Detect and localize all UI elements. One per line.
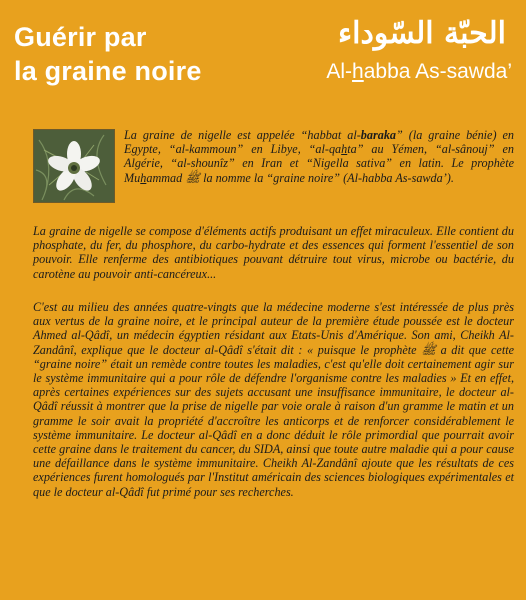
translit-prefix: Al- xyxy=(326,60,353,83)
p1-text-1: La graine de nigelle est appelée “habbat al- xyxy=(124,128,361,142)
p1-text-2: ” (la graine bénie) en Egypte, “al-kammoun” en Libye, “al-qa xyxy=(124,128,515,157)
transliteration xyxy=(326,60,512,84)
page-title xyxy=(14,20,202,88)
title-line-2: la graine noire xyxy=(14,56,202,86)
composition-paragraph: La graine de nigelle se compose d'éléments actifs produisant un effet miraculeux. Elle contient du phosphate, du fer, du phosphore, du carbo-hydrate et des essences qui forment l'essentiel de son pouvoir. Elle renferme des antibiotiques pouvant détruire tout virus, microbe ou bactérie, du carotène au pouvoir anti-cancéreux... xyxy=(33,224,514,281)
p1-text-3: ta” au Yémen, “al-sânouj” en Algérie, “al-shounîz” en Iran et “Nigella sativa” en latin. Le prophète Mu xyxy=(124,142,514,185)
intro-paragraph xyxy=(124,128,514,185)
p1-text-4: ammad ﷺ la nomme la “graine noire” (Al-habba As-sawda’). xyxy=(146,170,454,185)
research-paragraph: C'est au milieu des années quatre-vingts que la médecine moderne s'est intéressée de plus près aux vertus de la graine noire, et le principal auteur de la première étude poussée est le docteur Ahmed al-Qâdî, un médecin égyptien résidant aux Etats-Unis d'Amérique. Son ami, Cheikh Al-Zandânî, explique que le docteur al-Qâdî s'était dit : « puisque le prophète ﷺ a dit que cette “graine noire” était un remède contre toutes les maladies, c'est qu'elle doit certainement agir sur le système immunitaire qui a pour rôle de défendre l'organisme contre les maladies » Et en effet, après certaines expériences sur des sujets accusant une insuffisance immunitaire, le docteur al-Qâdî réussit à montrer que la prise de nigelle par voie orale à raison d'un gramme le matin et un gramme le soir avait la propriété d'accroître les anticorps et de renforcer considérablement le système immunitaire. Le docteur al-Qâdî en a donc déduit le rôle primordial que pourrait avoir cette graine dans le traitement du cancer, du SIDA, ainsi que toute autre maladie qui a pour cause une défaillance dans le système immunitaire. Cheikh Al-Zandânî ajoute que les résultats de ces expériences furent homologués par l'Institut américain des sciences biologiques expérimentales et que le docteur al-Qâdî fut primé pour ses recherches. xyxy=(33,300,515,499)
p1-underlined-h-1: h xyxy=(341,142,348,157)
nigella-flower-photo xyxy=(33,129,115,203)
title-line-1: Guérir par xyxy=(14,22,147,52)
translit-suffix: abba As-sawda’ xyxy=(363,60,512,83)
p1-baraka: baraka xyxy=(360,128,397,142)
p1-underlined-h-2: h xyxy=(140,170,147,185)
arabic-title: الحبّة السّوداء xyxy=(338,16,506,51)
translit-underlined-h: h xyxy=(352,60,364,83)
flower-icon xyxy=(34,130,114,202)
